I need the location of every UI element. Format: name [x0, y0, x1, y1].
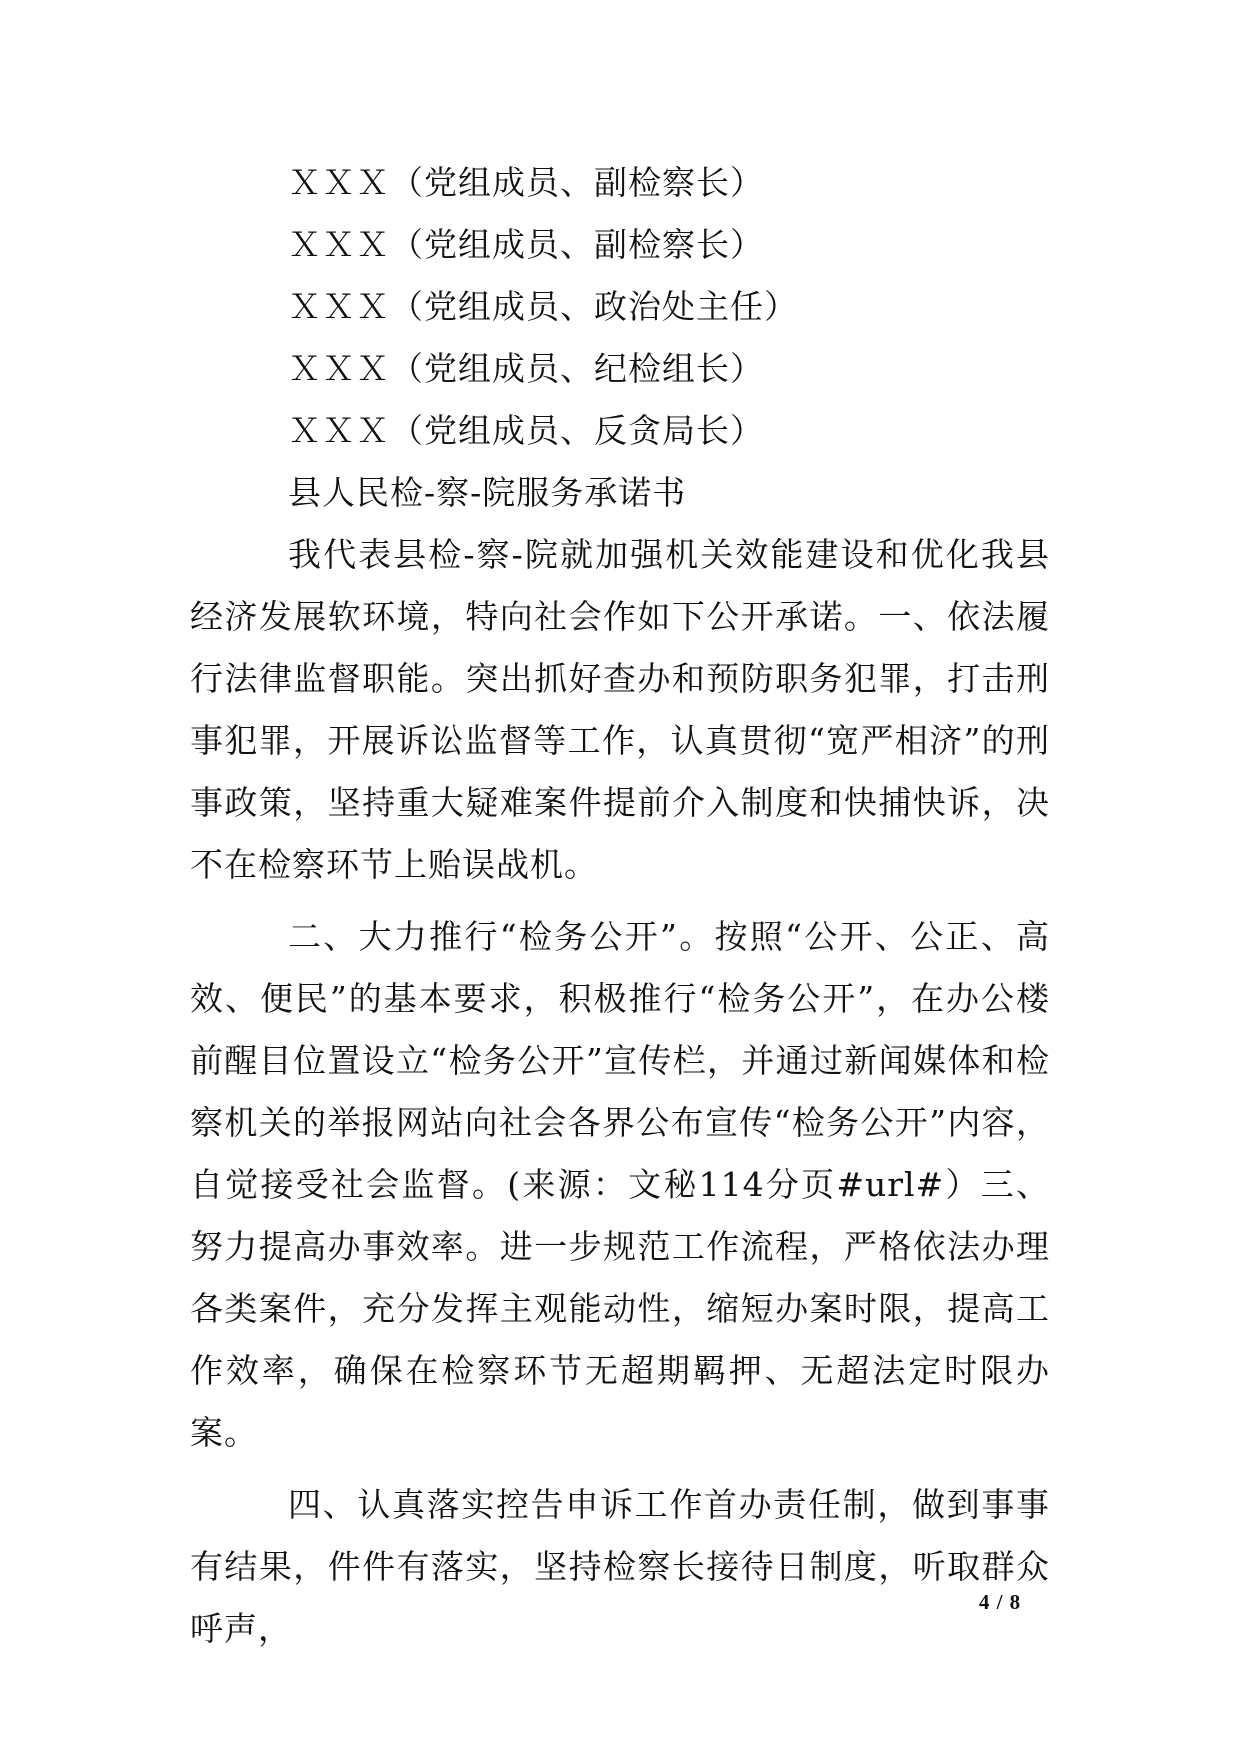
page-number-label: 4 / 8 [978, 1590, 1022, 1614]
section-title: 县人民检-察-院服务承诺书 [288, 473, 687, 512]
paragraph: 四、认真落实控告申诉工作首办责任制，做到事事有结果，件件有落实，坚持检察长接待日制度，听取群众呼声， [190, 1485, 1050, 1648]
member-line: ＸＸＸ（党组成员、副检察长） [288, 163, 764, 202]
member-line: ＸＸＸ（党组成员、政治处主任） [288, 287, 798, 326]
member-line: ＸＸＸ（党组成员、反贪局长） [288, 411, 764, 450]
paragraph: 我代表县检-察-院就加强机关效能建设和优化我县经济发展软环境，特向社会作如下公开承诺。一、依法履行法律监督职能。突出抓好查办和预防职务犯罪，打击刑事犯罪，开展诉讼监督等工作，认真贯彻“宽严相济”的刑事政策，坚持重大疑难案件提前介入制度和快捕快诉，决不在检察环节上贻误战机。 [190, 535, 1050, 884]
document-body [190, 152, 1050, 1660]
member-line: ＸＸＸ（党组成员、纪检组长） [288, 349, 764, 388]
member-line: ＸＸＸ（党组成员、副检察长） [288, 225, 764, 264]
paragraph: 二、大力推行“检务公开”。按照“公开、公正、高效、便民”的基本要求，积极推行“检务公开”，在办公楼前醒目位置设立“检务公开”宣传栏，并通过新闻媒体和检察机关的举报网站向社会各界公布宣传“检务公开”内容，自觉接受社会监督。(来源：文秘114分页#url#）三、努力提高办事效率。进一步规范工作流程，严格依法办理各类案件，充分发挥主观能动性，缩短办案时限，提高工作效率，确保在检察环节无超期羁押、无超法定时限办案。 [190, 917, 1050, 1452]
page-number [0, 1590, 1240, 1615]
